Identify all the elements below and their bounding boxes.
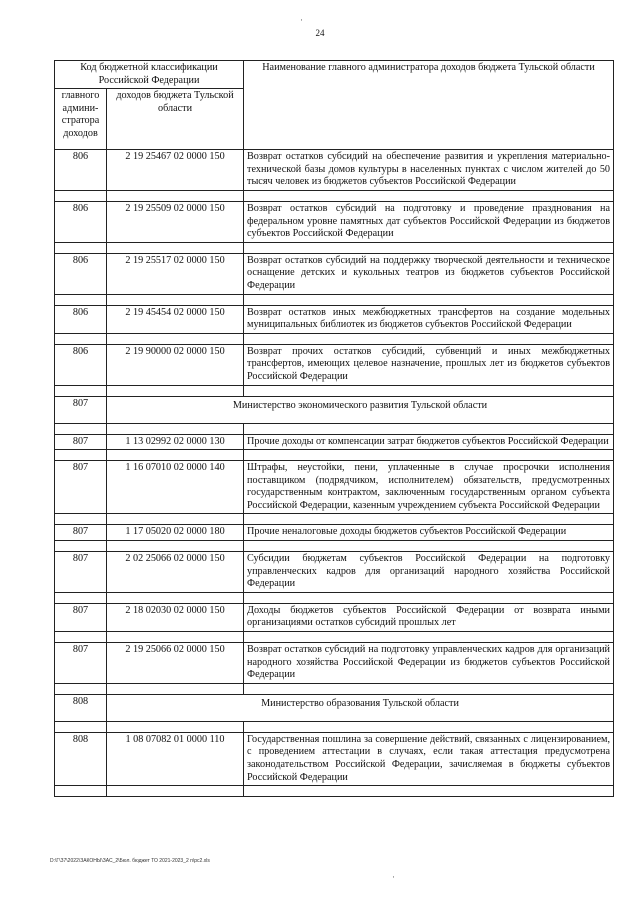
table-header-row bbox=[55, 61, 614, 89]
admin-code-cell: 807 bbox=[55, 603, 107, 631]
scan-mark: · bbox=[392, 872, 395, 882]
spacer-cell bbox=[55, 514, 107, 525]
spacer-cell bbox=[244, 242, 614, 253]
description-cell: Государственная пошлина за совершение действий, связанных с лицензированием, с проведением аттестации в случаях, если такая аттестация предусмотрена законодательством Российской Федерации, зачисляемая в бюджеты субъектов Российской Федерации bbox=[244, 732, 614, 785]
spacer-cell bbox=[55, 632, 107, 643]
description-cell: Доходы бюджетов субъектов Российской Федерации от возврата иными организациями остатков субсидий прошлых лет bbox=[244, 603, 614, 631]
spacer-cell bbox=[244, 514, 614, 525]
revenue-code-cell: 1 16 07010 02 0000 140 bbox=[107, 461, 244, 514]
table-row bbox=[55, 305, 614, 333]
description-cell: Возврат остатков субсидий на обеспечение развития и укрепления материально-технической базы домов культуры в населенных пунктах с числом жителей до 50 тысяч человек из бюджетов субъектов Российской Федерации bbox=[244, 150, 614, 191]
description-cell: Прочие доходы от компенсации затрат бюджетов субъектов Российской Федерации bbox=[244, 434, 614, 450]
spacer-cell bbox=[55, 683, 107, 694]
section-title: Министерство экономического развития Тульской области bbox=[107, 396, 614, 423]
table-row bbox=[55, 201, 614, 242]
description-cell: Прочие неналоговые доходы бюджетов субъектов Российской Федерации bbox=[244, 525, 614, 541]
description-cell: Субсидии бюджетам субъектов Российской Федерации на подготовку управленческих кадров для организаций народного хозяйства Российской Федерации bbox=[244, 552, 614, 593]
admin-code-cell: 806 bbox=[55, 305, 107, 333]
spacer-cell bbox=[244, 683, 614, 694]
admin-code-cell: 808 bbox=[55, 694, 107, 721]
admin-code-cell: 807 bbox=[55, 525, 107, 541]
spacer-cell bbox=[55, 450, 107, 461]
description-cell: Возврат прочих остатков субсидий, субвенций и иных межбюджетных трансфертов, имеющих целевое назначение, прошлых лет из бюджетов субъектов Российской Федерации bbox=[244, 344, 614, 385]
revenue-code-cell: 2 19 90000 02 0000 150 bbox=[107, 344, 244, 385]
row-spacer bbox=[55, 333, 614, 344]
description-cell: Возврат остатков субсидий на подготовку управленческих кадров для организаций народного хозяйства Российской Федерации из бюджетов субъектов Российской Федерации bbox=[244, 643, 614, 684]
table-row bbox=[55, 150, 614, 191]
spacer-cell bbox=[244, 541, 614, 552]
revenue-code-cell: 2 02 25066 02 0000 150 bbox=[107, 552, 244, 593]
table-row bbox=[55, 603, 614, 631]
spacer-cell bbox=[107, 541, 244, 552]
spacer-cell bbox=[107, 592, 244, 603]
spacer-cell bbox=[107, 721, 244, 732]
page-number: 24 bbox=[315, 28, 325, 38]
spacer-cell bbox=[55, 190, 107, 201]
section-title: Министерство образования Тульской области bbox=[107, 694, 614, 721]
description-cell: Возврат остатков субсидий на поддержку творческой деятельности и техническое оснащение детских и кукольных театров из бюджетов субъектов Российской Федерации bbox=[244, 253, 614, 294]
table-row bbox=[55, 344, 614, 385]
spacer-cell bbox=[244, 423, 614, 434]
admin-code-cell: 806 bbox=[55, 253, 107, 294]
spacer-cell bbox=[244, 333, 614, 344]
row-spacer bbox=[55, 423, 614, 434]
admin-code-cell: 807 bbox=[55, 434, 107, 450]
spacer-cell bbox=[55, 385, 107, 396]
table-row bbox=[55, 552, 614, 593]
spacer-cell bbox=[55, 592, 107, 603]
spacer-cell bbox=[55, 242, 107, 253]
revenue-code-cell: 2 19 25066 02 0000 150 bbox=[107, 643, 244, 684]
table-row bbox=[55, 732, 614, 785]
revenue-code-cell: 1 08 07082 01 0000 110 bbox=[107, 732, 244, 785]
spacer-cell bbox=[244, 450, 614, 461]
admin-code-cell: 807 bbox=[55, 643, 107, 684]
row-spacer bbox=[55, 385, 614, 396]
revenue-code-cell: 2 19 45454 02 0000 150 bbox=[107, 305, 244, 333]
spacer-cell bbox=[107, 450, 244, 461]
spacer-cell bbox=[107, 190, 244, 201]
code-group-header: Код бюджетной классификации Российской Федерации bbox=[55, 61, 244, 89]
admin-code-cell: 807 bbox=[55, 461, 107, 514]
admin-code-cell: 806 bbox=[55, 150, 107, 191]
row-spacer bbox=[55, 190, 614, 201]
table-row bbox=[55, 434, 614, 450]
row-spacer bbox=[55, 683, 614, 694]
revenue-administrators-table bbox=[54, 60, 614, 797]
revenue-column-header: доходов бюджета Тульской области bbox=[107, 89, 244, 150]
file-path-footer: D:\Г\З7\2022\ЗАКОНЫ\ЗАС_2\Бюл. бюджет ТО 2021-2023_2 п\рс2.xls bbox=[50, 858, 210, 864]
spacer-cell bbox=[107, 333, 244, 344]
section-row bbox=[55, 396, 614, 423]
admin-column-header: главного админи-стратора доходов bbox=[55, 89, 107, 150]
name-column-header: Наименование главного администратора доходов бюджета Тульской области bbox=[244, 61, 614, 150]
spacer-cell bbox=[244, 385, 614, 396]
spacer-cell bbox=[244, 294, 614, 305]
row-spacer bbox=[55, 786, 614, 797]
table-row bbox=[55, 643, 614, 684]
spacer-cell bbox=[107, 514, 244, 525]
row-spacer bbox=[55, 632, 614, 643]
spacer-cell bbox=[244, 632, 614, 643]
admin-code-cell: 806 bbox=[55, 344, 107, 385]
spacer-cell bbox=[107, 385, 244, 396]
row-spacer bbox=[55, 721, 614, 732]
row-spacer bbox=[55, 514, 614, 525]
revenue-code-cell: 2 19 25467 02 0000 150 bbox=[107, 150, 244, 191]
description-cell: Возврат остатков иных межбюджетных трансфертов на создание модельных муниципальных библиотек из бюджетов субъектов Российской Федерации bbox=[244, 305, 614, 333]
spacer-cell bbox=[244, 786, 614, 797]
table-row bbox=[55, 525, 614, 541]
table-row bbox=[55, 253, 614, 294]
spacer-cell bbox=[107, 786, 244, 797]
spacer-cell bbox=[107, 423, 244, 434]
revenue-code-cell: 1 17 05020 02 0000 180 bbox=[107, 525, 244, 541]
spacer-cell bbox=[55, 721, 107, 732]
revenue-code-cell: 1 13 02992 02 0000 130 bbox=[107, 434, 244, 450]
revenue-code-cell: 2 19 25517 02 0000 150 bbox=[107, 253, 244, 294]
row-spacer bbox=[55, 294, 614, 305]
table-row bbox=[55, 461, 614, 514]
row-spacer bbox=[55, 242, 614, 253]
spacer-cell bbox=[244, 190, 614, 201]
spacer-cell bbox=[107, 242, 244, 253]
section-row bbox=[55, 694, 614, 721]
row-spacer bbox=[55, 541, 614, 552]
row-spacer bbox=[55, 450, 614, 461]
spacer-cell bbox=[55, 333, 107, 344]
spacer-cell bbox=[107, 683, 244, 694]
spacer-cell bbox=[55, 786, 107, 797]
scan-mark: · bbox=[300, 15, 303, 25]
spacer-cell bbox=[244, 592, 614, 603]
spacer-cell bbox=[107, 632, 244, 643]
admin-code-cell: 808 bbox=[55, 732, 107, 785]
revenue-code-cell: 2 18 02030 02 0000 150 bbox=[107, 603, 244, 631]
admin-code-cell: 806 bbox=[55, 201, 107, 242]
spacer-cell bbox=[55, 423, 107, 434]
row-spacer bbox=[55, 592, 614, 603]
spacer-cell bbox=[55, 541, 107, 552]
admin-code-cell: 807 bbox=[55, 552, 107, 593]
spacer-cell bbox=[107, 294, 244, 305]
description-cell: Возврат остатков субсидий на подготовку и проведение празднования на федеральном уровне памятных дат субъектов Российской Федерации из бюджетов субъектов Российской Федерации bbox=[244, 201, 614, 242]
revenue-code-cell: 2 19 25509 02 0000 150 bbox=[107, 201, 244, 242]
spacer-cell bbox=[55, 294, 107, 305]
admin-code-cell: 807 bbox=[55, 396, 107, 423]
description-cell: Штрафы, неустойки, пени, уплаченные в случае просрочки исполнения поставщиком (подрядчиком, исполнителем) обязательств, предусмотренных государственным контрактом, заключенным государственным органом субъекта Российской Федерации, казенным учреждением субъекта Российской Федерации bbox=[244, 461, 614, 514]
spacer-cell bbox=[244, 721, 614, 732]
